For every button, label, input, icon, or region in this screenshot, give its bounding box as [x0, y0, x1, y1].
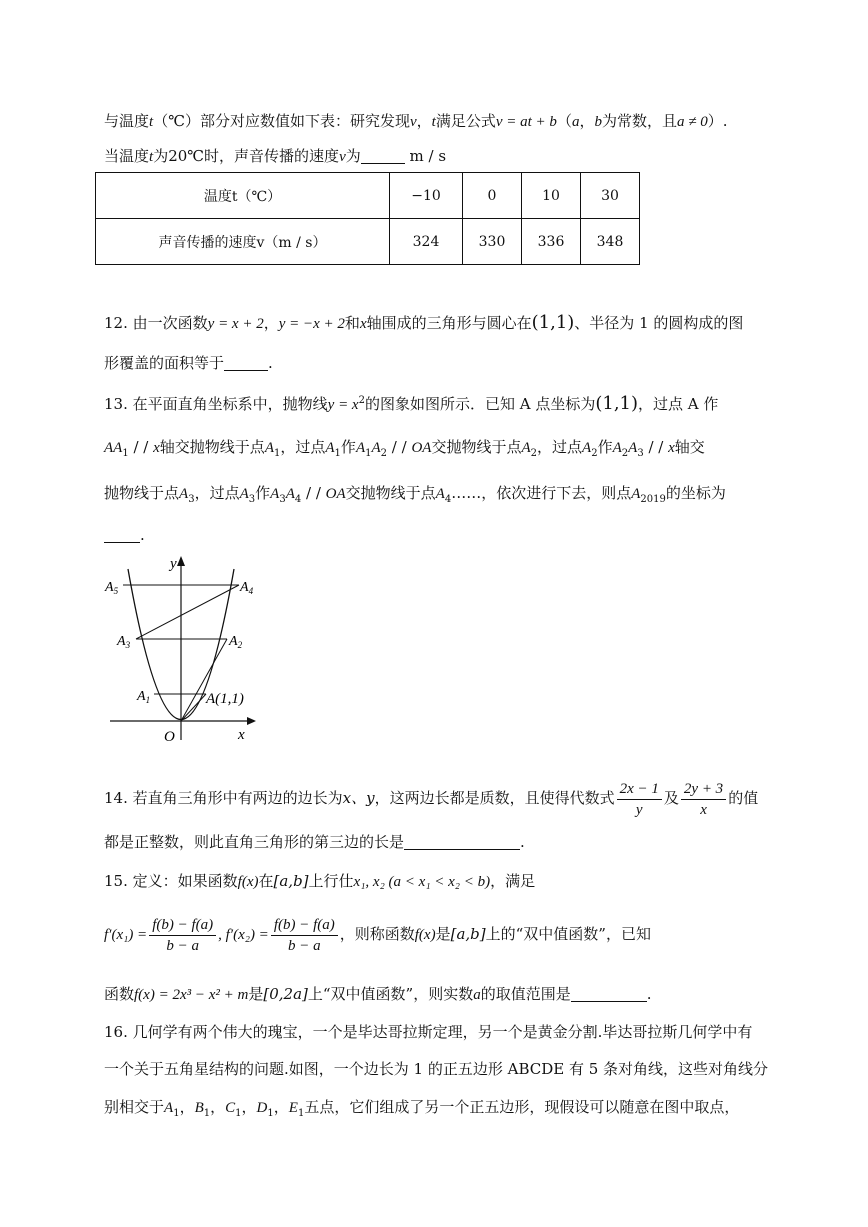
- q12-line-2: 形覆盖的面积等于 .: [104, 354, 273, 372]
- temperature-speed-table: [95, 172, 640, 265]
- label-x: x: [238, 727, 245, 743]
- q16-line-2: 一个关于五角星结构的问题.如图，一个边长为 1 的正五边形 ABCDE 有 5 条对角线，这些对角线分: [104, 1060, 769, 1078]
- table-cell: 330: [463, 219, 522, 265]
- q14-line-1: 14. 若直角三角形中有两边的边长为x、y，这两边长都是质数，且使得代数式 $\frac{2x - 1}{y}$ 及 $\frac{2y + 3}{x}$ 的值: [104, 780, 759, 818]
- label-a4: $A_4$: [240, 580, 254, 596]
- x-axis-arrow: [247, 717, 256, 725]
- fraction-1: $\frac{2x - 1}{y}$: [617, 779, 662, 820]
- q15-line-2: f′(x₁) = $\frac{f(b) - f(a)}{b - a}$ , f′(x₂) = $\frac{f(b) - f(a)}{b - a}$ ，则称函数f(x)是[a,b]上的“双中值函数”，已知: [104, 916, 651, 954]
- answer-blank: [404, 833, 520, 850]
- y-axis-arrow: [177, 556, 185, 566]
- fraction-2: $\frac{2y + 3}{x}$: [681, 779, 726, 820]
- table-cell: −10: [390, 173, 463, 219]
- q13-line-4: .: [104, 524, 145, 546]
- table-row: [96, 219, 640, 265]
- fraction-3: $\frac{f(b) - f(a)}{b - a}$: [149, 915, 216, 956]
- q13-line-3: 抛物线于点$A_3$，过点$A_3$作$A_3A_4$ / / OA交抛物线于点$A_4\dots\dots$，依次进行下去，则点$A_{2019}$的坐标为: [104, 484, 726, 505]
- label-y: y: [170, 556, 177, 572]
- q16-line-1: 16. 几何学有两个伟大的瑰宝，一个是毕达哥拉斯定理，另一个是黄金分割.毕达哥拉斯几何学中有: [104, 1023, 753, 1041]
- q15-line-3: 函数f(x) = 2x³ − x² + m是[0,2a]上“双中值函数”，则实数a的取值范围是 .: [104, 985, 652, 1003]
- table-cell: 10: [522, 173, 581, 219]
- table-header-cell: 温度t（℃）: [96, 173, 390, 219]
- answer-blank: [104, 526, 140, 543]
- label-a5: $A_5$: [105, 580, 119, 596]
- label-a: A(1,1): [206, 691, 244, 707]
- intro-line-1: 与温度t（℃）部分对应数值如下表：研究发现v，t满足公式v = at + b（a，b为常数，且a ≠ 0）.: [104, 112, 728, 130]
- table-cell: 30: [581, 173, 640, 219]
- label-a2: $A_2$: [229, 634, 243, 650]
- table-header-cell: 声音传播的速度v（m / s）: [96, 219, 390, 265]
- segment-a1-a2: [181, 639, 227, 721]
- label-a3: $A_3$: [117, 634, 131, 650]
- table-row: [96, 173, 640, 219]
- label-a1: $A_1$: [137, 689, 151, 705]
- answer-blank: [571, 985, 647, 1002]
- segment-a3-a4: [136, 585, 239, 639]
- table-cell: 0: [463, 173, 522, 219]
- q13-line-2: $AA_1$ / / x轴交抛物线于点$A_1$，过点$A_1$作$A_1A_2$ / / OA交抛物线于点$A_2$，过点$A_2$作$A_2A_3$ / / x轴交: [104, 438, 705, 459]
- answer-blank: [224, 354, 268, 371]
- table-cell: 324: [390, 219, 463, 265]
- intro-line-2: 当温度t为20℃时，声音传播的速度v为 m / s: [104, 147, 447, 165]
- fraction-4: $\frac{f(b) - f(a)}{b - a}$: [271, 915, 338, 956]
- parabola-figure: [100, 550, 270, 745]
- q14-line-2: 都是正整数，则此直角三角形的第三边的长是 .: [104, 833, 525, 851]
- label-o: O: [164, 729, 175, 745]
- table-cell: 348: [581, 219, 640, 265]
- answer-blank: [361, 147, 405, 164]
- table-cell: 336: [522, 219, 581, 265]
- q16-line-3: 别相交于$A_1$，$B_1$，$C_1$，$D_1$，$E_1$五点，它们组成了另一个正五边形，现假设可以随意在图中取点，: [104, 1098, 740, 1119]
- q13-line-1: 13. 在平面直角坐标系中，抛物线$y = x^2$的图象如图所示．已知 A 点坐标为(1,1)，过点 A 作: [104, 393, 719, 414]
- q12-line-1: 12. 由一次函数y = x + 2，y = −x + 2和x轴围成的三角形与圆心在(1,1)、半径为 1 的圆构成的图: [104, 312, 744, 333]
- q15-line-1: 15. 定义：如果函数f(x)在[a,b]上行仕x₁, x₂ (a < x₁ < x₂ < b)，满足: [104, 872, 536, 890]
